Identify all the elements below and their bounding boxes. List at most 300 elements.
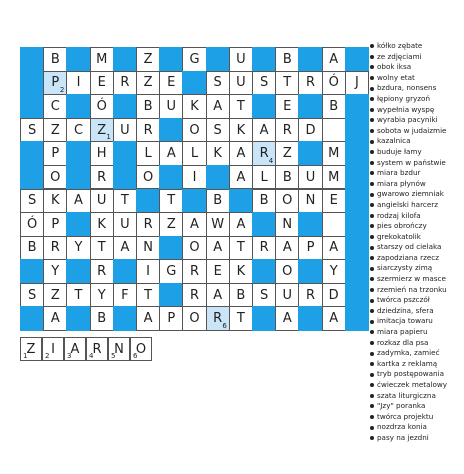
grid-letter-cell[interactable] <box>182 283 206 308</box>
cell-letter: K <box>236 264 246 280</box>
cell-letter: K <box>97 216 106 232</box>
clue-item <box>370 285 464 296</box>
grid-letter-cell[interactable] <box>66 189 90 214</box>
grid-letter-cell[interactable] <box>275 94 299 119</box>
grid-letter-cell[interactable] <box>275 189 299 214</box>
grid-letter-cell[interactable] <box>90 259 114 284</box>
grid-letter-cell[interactable] <box>43 165 67 190</box>
grid-letter-cell[interactable] <box>206 283 230 308</box>
grid-letter-cell[interactable] <box>206 236 230 261</box>
cell-letter: Z <box>282 146 292 162</box>
cell-letter: T <box>144 287 153 303</box>
clue-item <box>370 348 464 359</box>
clue-item <box>370 221 464 232</box>
cell-letter: T <box>120 193 129 209</box>
grid-letter-cell[interactable] <box>136 259 160 284</box>
grid-block-cell <box>20 141 44 166</box>
cell-letter: E <box>283 98 292 114</box>
clue-text: bzdura, nonsens <box>377 83 437 93</box>
bullet-icon <box>370 426 374 430</box>
grid-letter-cell[interactable] <box>90 94 114 119</box>
grid-letter-cell[interactable] <box>159 212 183 237</box>
clue-text: rodzaj kilofa <box>377 210 421 220</box>
cell-letter: I <box>146 264 151 280</box>
grid-letter-cell[interactable] <box>113 71 137 96</box>
cell-letter: O <box>189 311 200 327</box>
clue-text: rzemień na trzonku <box>377 284 447 294</box>
cell-letter: A <box>236 169 246 185</box>
clue-item <box>370 433 464 444</box>
cell-letter: U <box>282 287 293 303</box>
cell-letter: T <box>74 287 83 303</box>
grid-letter-cell[interactable] <box>206 141 230 166</box>
grid-letter-cell[interactable] <box>90 118 114 143</box>
answer-cell[interactable] <box>108 337 130 361</box>
grid-letter-cell[interactable] <box>90 189 114 214</box>
clue-item <box>370 274 464 285</box>
clue-item <box>370 211 464 222</box>
clue-text: zadymka, zamieć <box>377 348 440 358</box>
grid-letter-cell[interactable] <box>182 118 206 143</box>
cell-letter: R <box>120 75 130 91</box>
grid-letter-cell[interactable] <box>182 141 206 166</box>
clue-text: ze zdjęciami <box>377 51 422 61</box>
bullet-icon <box>370 256 374 260</box>
cell-letter: W <box>211 216 225 232</box>
bullet-icon <box>370 362 374 366</box>
grid-letter-cell[interactable] <box>206 71 230 96</box>
clue-text: tryb postępowania <box>377 369 445 379</box>
grid-letter-cell[interactable] <box>136 283 160 308</box>
grid-letter-cell[interactable] <box>229 165 253 190</box>
cell-letter: R <box>189 287 199 303</box>
grid-letter-cell[interactable] <box>113 236 137 261</box>
grid-letter-cell[interactable] <box>345 71 369 96</box>
grid-letter-cell[interactable] <box>90 165 114 190</box>
clue-text: miara bzdur <box>377 168 421 178</box>
grid-letter-cell[interactable] <box>43 47 67 72</box>
cell-letter: Y <box>97 287 106 303</box>
clue-text: miara papieru <box>377 327 428 337</box>
grid-letter-cell[interactable] <box>206 94 230 119</box>
grid-letter-cell[interactable] <box>20 236 44 261</box>
grid-letter-cell[interactable] <box>275 47 299 72</box>
grid-letter-cell[interactable] <box>159 259 183 284</box>
grid-letter-cell[interactable] <box>252 141 276 166</box>
cell-letter: P <box>167 311 176 327</box>
grid-letter-cell[interactable] <box>90 212 114 237</box>
grid-block-cell <box>66 165 90 190</box>
grid-letter-cell[interactable] <box>275 212 299 237</box>
grid-letter-cell[interactable] <box>298 71 322 96</box>
grid-letter-cell[interactable] <box>252 189 276 214</box>
grid-letter-cell[interactable] <box>322 94 346 119</box>
bullet-icon <box>370 87 374 91</box>
grid-letter-cell[interactable] <box>182 236 206 261</box>
clue-item <box>370 73 464 84</box>
bullet-icon <box>370 161 374 165</box>
grid-block-cell <box>206 165 230 190</box>
bullet-icon <box>370 108 374 112</box>
clue-text: imitacja towaru <box>377 316 433 326</box>
cell-letter: G <box>166 264 177 280</box>
grid-block-cell <box>298 259 322 284</box>
grid-letter-cell[interactable] <box>90 306 114 331</box>
answer-number: 2 <box>45 352 50 360</box>
grid-letter-cell[interactable] <box>136 141 160 166</box>
clue-item <box>370 327 464 338</box>
grid-letter-cell[interactable] <box>136 118 160 143</box>
grid-letter-cell[interactable] <box>90 236 114 261</box>
cell-letter: A <box>236 216 246 232</box>
cell-letter: Z <box>50 122 60 138</box>
grid-letter-cell[interactable] <box>229 259 253 284</box>
grid-letter-cell[interactable] <box>229 306 253 331</box>
clue-item <box>370 263 464 274</box>
grid-letter-cell[interactable] <box>322 118 346 143</box>
grid-block-cell <box>113 94 137 119</box>
grid-letter-cell[interactable] <box>275 283 299 308</box>
grid-letter-cell[interactable] <box>159 306 183 331</box>
grid-letter-cell[interactable] <box>66 283 90 308</box>
bullet-icon <box>370 299 374 303</box>
grid-letter-cell[interactable] <box>229 47 253 72</box>
bullet-icon <box>370 203 374 207</box>
cell-letter: M <box>328 169 340 185</box>
clue-text: kartka z reklamą <box>377 358 438 368</box>
grid-letter-cell[interactable] <box>90 47 114 72</box>
clue-text: kazalnica <box>377 136 411 146</box>
grid-letter-cell[interactable] <box>298 283 322 308</box>
cell-number: 2 <box>59 86 65 95</box>
cell-letter: R <box>143 122 153 138</box>
grid-letter-cell[interactable] <box>229 236 253 261</box>
clue-item <box>370 94 464 105</box>
answer-number: 3 <box>67 352 72 360</box>
answer-letter: Z <box>26 341 36 357</box>
grid-letter-cell[interactable] <box>206 118 230 143</box>
bullet-icon <box>370 383 374 387</box>
clue-text: "Jzy" poranka <box>377 401 426 411</box>
grid-letter-cell[interactable] <box>275 71 299 96</box>
grid-letter-cell[interactable] <box>322 306 346 331</box>
cell-letter: Ó <box>26 216 38 232</box>
clue-text: starszy od cielaka <box>377 242 442 252</box>
clue-text: szermierz w masce <box>377 274 446 284</box>
grid-letter-cell[interactable] <box>275 141 299 166</box>
cell-letter: A <box>74 193 83 209</box>
grid-letter-cell[interactable] <box>159 141 183 166</box>
grid-block-cell <box>298 141 322 166</box>
grid-letter-cell[interactable] <box>43 141 67 166</box>
cell-letter: Z <box>50 287 60 303</box>
grid-letter-cell[interactable] <box>252 71 276 96</box>
cell-letter: R <box>50 240 60 256</box>
grid-letter-cell[interactable] <box>43 212 67 237</box>
grid-letter-cell[interactable] <box>229 71 253 96</box>
cell-letter: A <box>50 311 60 327</box>
grid-letter-cell[interactable] <box>229 212 253 237</box>
grid-block-cell <box>182 71 206 96</box>
cell-letter: R <box>259 146 269 162</box>
grid-block-cell <box>136 189 160 214</box>
grid-letter-cell[interactable] <box>298 118 322 143</box>
cell-letter: P <box>51 75 60 91</box>
cell-letter: B <box>143 98 153 114</box>
grid-letter-cell[interactable] <box>113 212 137 237</box>
answer-number: 6 <box>133 352 138 360</box>
clue-text: ćwieczek metalowy <box>377 380 448 389</box>
grid-letter-cell[interactable] <box>275 306 299 331</box>
grid-letter-cell[interactable] <box>206 306 230 331</box>
grid-letter-cell[interactable] <box>182 259 206 284</box>
bullet-icon <box>370 44 374 48</box>
answer-letter: R <box>92 341 102 357</box>
grid-letter-cell[interactable] <box>206 189 230 214</box>
grid-letter-cell[interactable] <box>275 118 299 143</box>
clue-item <box>370 359 464 370</box>
grid-letter-cell[interactable] <box>252 236 276 261</box>
clue-text: wyrabia pacyniki <box>377 115 438 125</box>
cell-letter: L <box>190 146 199 162</box>
grid-letter-cell[interactable] <box>43 306 67 331</box>
grid-block-cell <box>20 306 44 331</box>
cell-letter: U <box>120 216 130 232</box>
cell-letter: A <box>213 98 223 114</box>
grid-letter-cell[interactable] <box>66 71 90 96</box>
cell-letter: A <box>282 311 292 327</box>
bullet-icon <box>370 320 374 324</box>
clue-item <box>370 179 464 190</box>
cell-letter: N <box>282 216 293 232</box>
cell-letter: S <box>259 75 269 91</box>
grid-letter-cell[interactable] <box>322 141 346 166</box>
grid-block-cell <box>159 283 183 308</box>
grid-letter-cell[interactable] <box>43 94 67 119</box>
grid-letter-cell[interactable] <box>66 236 90 261</box>
cell-letter: S <box>213 122 222 138</box>
grid-letter-cell[interactable] <box>182 165 206 190</box>
grid-letter-cell[interactable] <box>159 94 183 119</box>
cell-letter: Ó <box>328 75 339 91</box>
cell-letter: S <box>27 287 37 303</box>
grid-letter-cell[interactable] <box>113 189 137 214</box>
grid-letter-cell[interactable] <box>182 212 206 237</box>
grid-letter-cell[interactable] <box>136 71 160 96</box>
cell-letter: M <box>328 146 340 162</box>
grid-letter-cell[interactable] <box>159 189 183 214</box>
cell-letter: S <box>27 193 37 209</box>
grid-letter-cell[interactable] <box>90 71 114 96</box>
grid-letter-cell[interactable] <box>206 259 230 284</box>
clue-text: obok iksa <box>377 62 412 72</box>
grid-letter-cell[interactable] <box>113 283 137 308</box>
cell-letter: Z <box>97 122 107 138</box>
bullet-icon <box>370 246 374 250</box>
grid-letter-cell[interactable] <box>136 47 160 72</box>
grid-letter-cell[interactable] <box>252 283 276 308</box>
cell-letter: A <box>213 287 223 303</box>
cell-letter: A <box>143 311 153 327</box>
bullet-icon <box>370 65 374 69</box>
clue-text: gwarowo ziemniak <box>377 189 444 199</box>
answer-letter: N <box>114 341 124 357</box>
bullet-icon <box>370 373 374 377</box>
grid-letter-cell[interactable] <box>322 71 346 96</box>
cell-letter: A <box>259 122 269 138</box>
clue-item <box>370 189 464 200</box>
grid-letter-cell[interactable] <box>136 236 160 261</box>
grid-block-cell <box>229 189 253 214</box>
grid-letter-cell[interactable] <box>252 165 276 190</box>
grid-letter-cell[interactable] <box>182 94 206 119</box>
clue-text: buduje łamy <box>377 146 422 156</box>
answer-cell[interactable] <box>64 337 86 361</box>
grid-letter-cell[interactable] <box>275 259 299 284</box>
grid-block-cell <box>298 94 322 119</box>
clue-item <box>370 126 464 137</box>
answer-cell[interactable] <box>42 337 64 361</box>
grid-letter-cell[interactable] <box>298 165 322 190</box>
grid-letter-cell[interactable] <box>113 118 137 143</box>
grid-letter-cell[interactable] <box>90 141 114 166</box>
cell-letter: R <box>259 240 269 256</box>
answer-cell[interactable] <box>130 337 152 361</box>
clue-item <box>370 253 464 264</box>
cell-letter: S <box>259 287 269 303</box>
grid-letter-cell[interactable] <box>322 236 346 261</box>
grid-letter-cell[interactable] <box>43 118 67 143</box>
bullet-icon <box>370 394 374 398</box>
answer-letter: O <box>135 341 147 357</box>
grid-letter-cell[interactable] <box>20 212 44 237</box>
cell-letter: B <box>213 193 223 209</box>
grid-block-cell <box>113 165 137 190</box>
grid-letter-cell[interactable] <box>322 283 346 308</box>
cell-letter: Y <box>329 264 338 280</box>
grid-letter-cell[interactable] <box>20 283 44 308</box>
grid-letter-cell[interactable] <box>159 71 183 96</box>
grid-letter-cell[interactable] <box>182 47 206 72</box>
clue-item <box>370 158 464 169</box>
grid-block-cell <box>345 212 369 237</box>
grid-letter-cell[interactable] <box>43 189 67 214</box>
grid-letter-cell[interactable] <box>322 259 346 284</box>
grid-letter-cell[interactable] <box>229 94 253 119</box>
grid-block-cell <box>159 47 183 72</box>
grid-block-cell <box>345 118 369 143</box>
grid-block-cell <box>345 259 369 284</box>
grid-letter-cell[interactable] <box>43 71 67 96</box>
bullet-icon <box>370 171 374 175</box>
grid-block-cell <box>252 212 276 237</box>
grid-letter-cell[interactable] <box>206 212 230 237</box>
cell-letter: B <box>259 193 269 209</box>
grid-letter-cell[interactable] <box>322 212 346 237</box>
cell-letter: Z <box>166 216 176 232</box>
grid-letter-cell[interactable] <box>43 283 67 308</box>
clue-text: wypełnia wyspę <box>377 104 435 114</box>
cell-letter: K <box>236 122 246 138</box>
grid-letter-cell[interactable] <box>43 259 67 284</box>
grid-block-cell <box>113 47 137 72</box>
cell-letter: R <box>97 169 107 185</box>
bullet-icon <box>370 330 374 334</box>
grid-letter-cell[interactable] <box>322 189 346 214</box>
grid-letter-cell[interactable] <box>298 236 322 261</box>
grid-letter-cell[interactable] <box>90 283 114 308</box>
cell-letter: O <box>50 169 61 185</box>
grid-letter-cell[interactable] <box>136 212 160 237</box>
clue-item <box>370 422 464 433</box>
grid-block-cell <box>66 47 90 72</box>
grid-letter-cell[interactable] <box>20 118 44 143</box>
cell-letter: T <box>236 240 245 256</box>
grid-block-cell <box>298 47 322 72</box>
grid-letter-cell[interactable] <box>20 189 44 214</box>
grid-letter-cell[interactable] <box>229 118 253 143</box>
cell-letter: L <box>144 146 152 162</box>
clue-list <box>370 41 464 444</box>
cell-letter: O <box>189 122 200 138</box>
grid-letter-cell[interactable] <box>252 118 276 143</box>
cell-letter: I <box>76 75 81 91</box>
cell-letter: B <box>50 51 60 67</box>
grid-block-cell <box>345 47 369 72</box>
cell-letter: J <box>354 75 359 91</box>
grid-letter-cell[interactable] <box>66 118 90 143</box>
grid-letter-cell[interactable] <box>136 94 160 119</box>
cell-letter: R <box>189 264 199 280</box>
cell-number: 4 <box>268 156 274 165</box>
cell-letter: N <box>143 240 153 256</box>
cell-letter: U <box>96 193 107 209</box>
clue-text: łępiony gryzoń <box>377 93 431 103</box>
grid-letter-cell[interactable] <box>136 306 160 331</box>
clue-item <box>370 62 464 73</box>
answer-cell[interactable] <box>86 337 108 361</box>
cell-letter: S <box>27 122 37 138</box>
answer-cell[interactable] <box>20 337 42 361</box>
clue-item <box>370 83 464 94</box>
grid-block-cell <box>298 212 322 237</box>
grid-block-cell <box>20 71 44 96</box>
clue-item <box>370 401 464 412</box>
clue-text: miara płynów <box>377 178 426 188</box>
grid-block-cell <box>159 118 183 143</box>
cell-letter: A <box>236 146 246 162</box>
grid-letter-cell[interactable] <box>298 189 322 214</box>
grid-letter-cell[interactable] <box>43 236 67 261</box>
grid-letter-cell[interactable] <box>275 165 299 190</box>
cell-letter: A <box>213 240 223 256</box>
grid-letter-cell[interactable] <box>229 283 253 308</box>
grid-block-cell <box>113 141 137 166</box>
grid-letter-cell[interactable] <box>229 141 253 166</box>
clue-item <box>370 380 464 391</box>
grid-letter-cell[interactable] <box>322 47 346 72</box>
grid-letter-cell[interactable] <box>275 236 299 261</box>
clue-text: wolny etat <box>377 72 415 82</box>
grid-block-cell <box>345 141 369 166</box>
grid-letter-cell[interactable] <box>322 165 346 190</box>
bullet-icon <box>370 129 374 133</box>
cell-letter: A <box>329 311 339 327</box>
cell-letter: T <box>236 311 245 327</box>
grid-letter-cell[interactable] <box>182 306 206 331</box>
clue-item <box>370 115 464 126</box>
grid-letter-cell[interactable] <box>136 165 160 190</box>
